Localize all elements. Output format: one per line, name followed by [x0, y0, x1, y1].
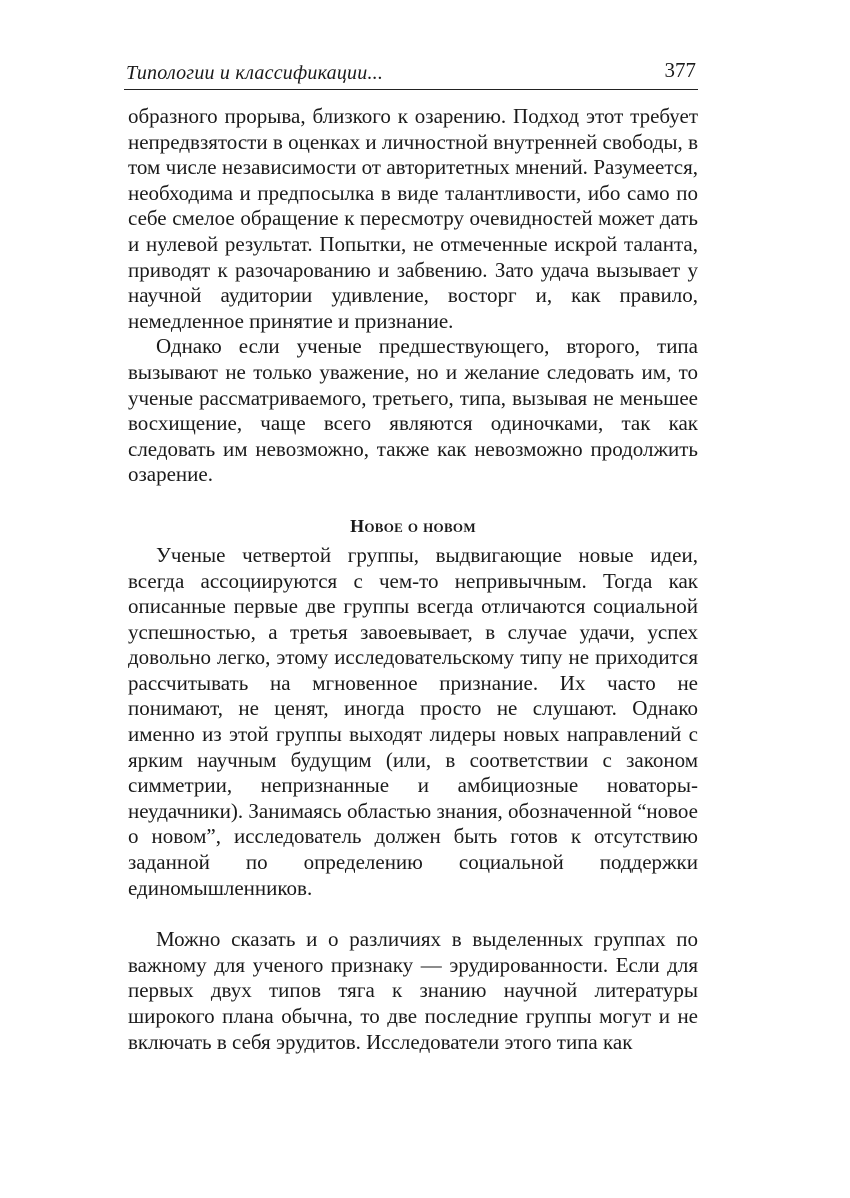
section-heading: Новое о новом	[350, 515, 476, 536]
page-body	[128, 104, 698, 1055]
running-head	[126, 58, 696, 88]
page-number: 377	[664, 58, 696, 82]
header-rule	[124, 89, 698, 90]
paragraph: Однако если ученые предшествующего, второго, типа вызывают не только уважение, но и желание следовать им, то ученые рассматриваемого, третьего, типа, вызывая не меньшее восхищение, чаще всего являются одиночками, так как следовать им невозможно, также как невозможно продолжить озарение.	[128, 334, 698, 487]
running-title: Типологии и классификации...	[126, 62, 384, 84]
paragraph: Можно сказать и о различиях в выделенных группах по важному для ученого признаку — эрудированности. Если для первых двух типов тяга к знанию научной литературы широкого плана обычна, то две последние группы могут и не включать в себя эрудитов. Исследователи этого типа как	[128, 927, 698, 1054]
paragraph-continued: образного прорыва, близкого к озарению. Подход этот требует непредвзятости в оценках и личностной внутренней свободы, в том числе независимости от авторитетных мнений. Разумеется, необходима и предпосылка в виде талантливости, ибо само по себе смелое обращение к пересмотру очевидностей может дать и нулевой результат. Попытки, не отмеченные искрой таланта, приводят к разочарованию и забвению. Зато удача вызывает у научной аудитории удивление, восторг и, как правило, немедленное принятие и признание.	[128, 104, 698, 333]
paragraph: Ученые четвертой группы, выдвигающие новые идеи, всегда ассоциируются с чем-то непривычным. Тогда как описанные первые две группы всегда отличаются социальной успешностью, а третья завоевывает, в случае удачи, успех довольно легко, этому исследовательскому типу не приходится рассчитывать на мгновенное признание. Их часто не понимают, не ценят, иногда просто не слушают. Однако именно из этой группы выходят лидеры новых направлений с ярким научным будущим (или, в соответствии с законом симметрии, непризнанные и амбициозные новаторы-неудачники). Занимаясь областью знания, обозначенной “новое о новом”, исследователь должен быть готов к отсутствию заданной по определению социальной поддержки единомышленников.	[128, 542, 698, 900]
